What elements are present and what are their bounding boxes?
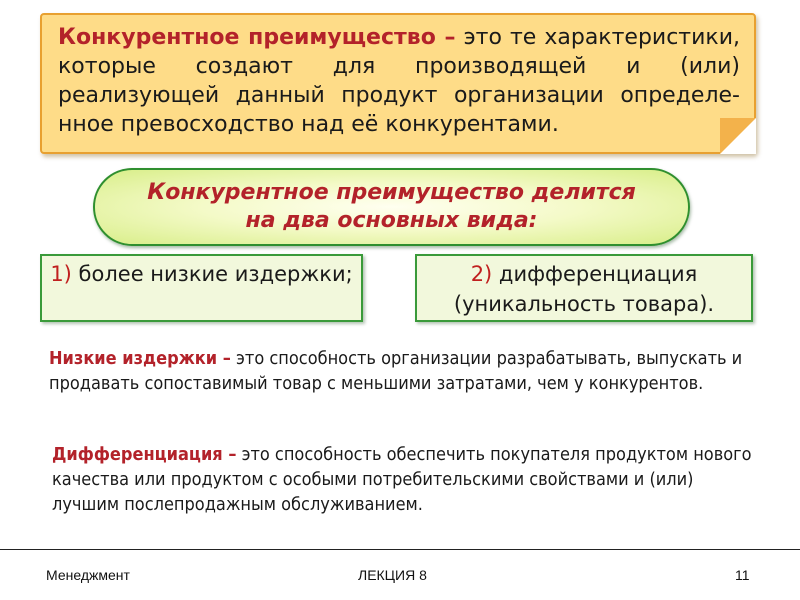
- definition-term: Конкурентное преимущество –: [58, 25, 456, 50]
- paragraph-term: Низкие издержки –: [49, 348, 231, 369]
- page-number: 11: [735, 567, 750, 583]
- low-costs-definition: [49, 346, 765, 396]
- type-label: более низкие издержки;: [71, 262, 353, 286]
- definition-box: [40, 13, 756, 154]
- paragraph-body: это способность обеспечить покупателя продуктом нового качества или продуктом с особыми потребительскими свойствами и (или) лучшим послепродажным обслуживанием.: [52, 444, 752, 515]
- types-heading: [95, 179, 688, 235]
- definition-text: [58, 23, 740, 139]
- paragraph-body: это способность организации разрабатывать, выпускать и продавать сопоставимый товар с меньшими затратами, чем у конкурентов.: [49, 348, 743, 394]
- type-number: 2): [470, 262, 493, 286]
- type-number: 1): [50, 262, 72, 286]
- page-fold-corner: [720, 118, 756, 154]
- footer-divider: [0, 549, 800, 550]
- type-box-low-costs: [40, 254, 363, 322]
- definition-body: это те характеристики, которые создают для производящей и (или) реализующей данный продукт организации определенное превосходство над её конкурентами.: [58, 25, 740, 137]
- differentiation-definition: [52, 442, 752, 517]
- types-heading-line1: Конкурентное преимущество делится: [147, 180, 636, 205]
- type-label: дифференциация (уникальность товара).: [453, 262, 715, 316]
- type-box-differentiation: [415, 254, 753, 322]
- footer-lecture: ЛЕКЦИЯ 8: [358, 567, 427, 583]
- types-heading-line2: на два основных вида:: [245, 208, 538, 233]
- paragraph-term: Дифференциация –: [52, 444, 237, 465]
- footer-course: Менеджмент: [46, 567, 130, 583]
- types-heading-pill: [93, 168, 690, 246]
